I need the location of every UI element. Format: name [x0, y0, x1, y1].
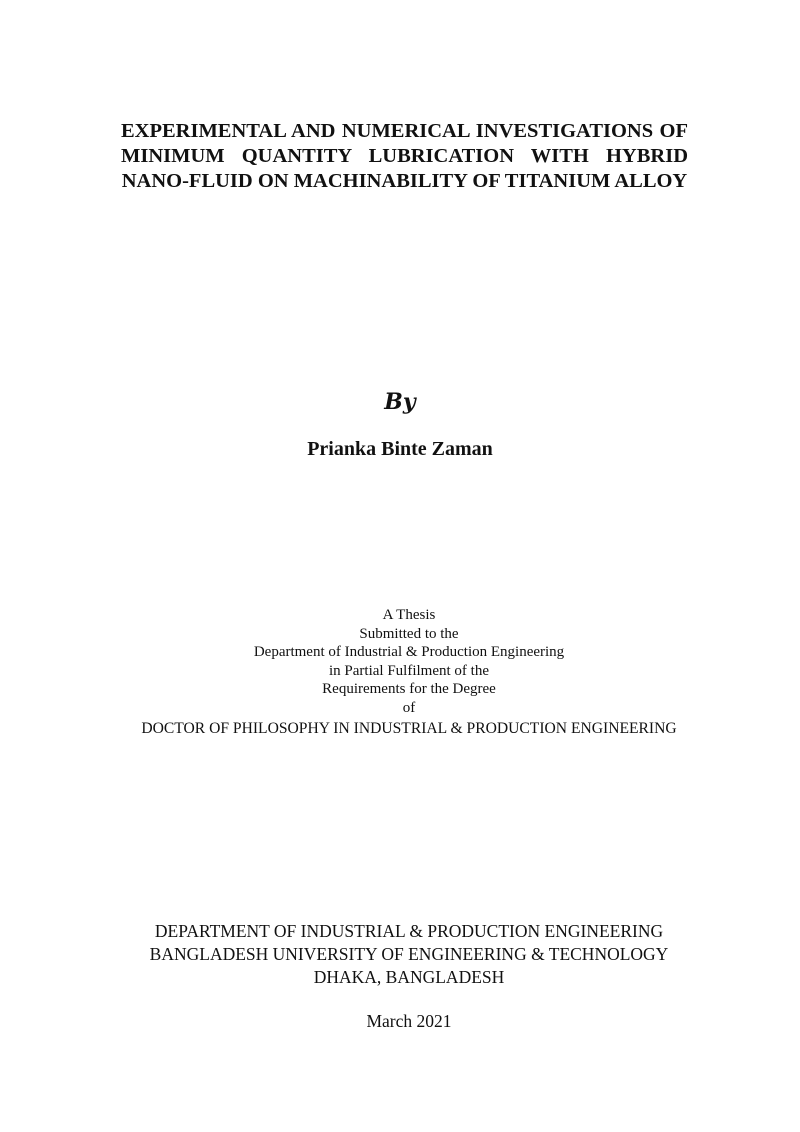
submission-line-submitted: Submitted to the	[359, 625, 459, 642]
submission-line-department: Department of Industrial & Production Engineering	[253, 644, 565, 661]
institution-block	[0, 920, 800, 989]
degree-name: DOCTOR OF PHILOSOPHY IN INDUSTRIAL & PRODUCTION ENGINEERING	[141, 719, 677, 737]
thesis-title-line-3: NANO-FLUID ON MACHINABILITY OF TITANIUM ALLOY	[121, 170, 688, 192]
submission-line-partial: in Partial Fulfilment of the	[329, 662, 489, 679]
submission-line-requirements: Requirements for the Degree	[322, 681, 496, 698]
thesis-title-line-2: MINIMUM QUANTITY LUBRICATION WITH HYBRID	[121, 145, 688, 167]
thesis-title	[121, 119, 688, 194]
submission-line-thesis: A Thesis	[382, 607, 436, 623]
by-label: By	[384, 389, 416, 415]
institution-university: BANGLADESH UNIVERSITY OF ENGINEERING & TECHNOLOGY	[149, 944, 669, 964]
submission-line-of: of	[402, 699, 416, 716]
submission-statement	[0, 606, 800, 739]
institution-department: DEPARTMENT OF INDUSTRIAL & PRODUCTION ENGINEERING	[154, 921, 664, 941]
thesis-title-line-1: EXPERIMENTAL AND NUMERICAL INVESTIGATIONS OF	[121, 120, 688, 142]
institution-location: DHAKA, BANGLADESH	[313, 967, 505, 987]
author-name: Prianka Binte Zaman	[307, 438, 493, 460]
submission-date: March 2021	[366, 1011, 452, 1031]
